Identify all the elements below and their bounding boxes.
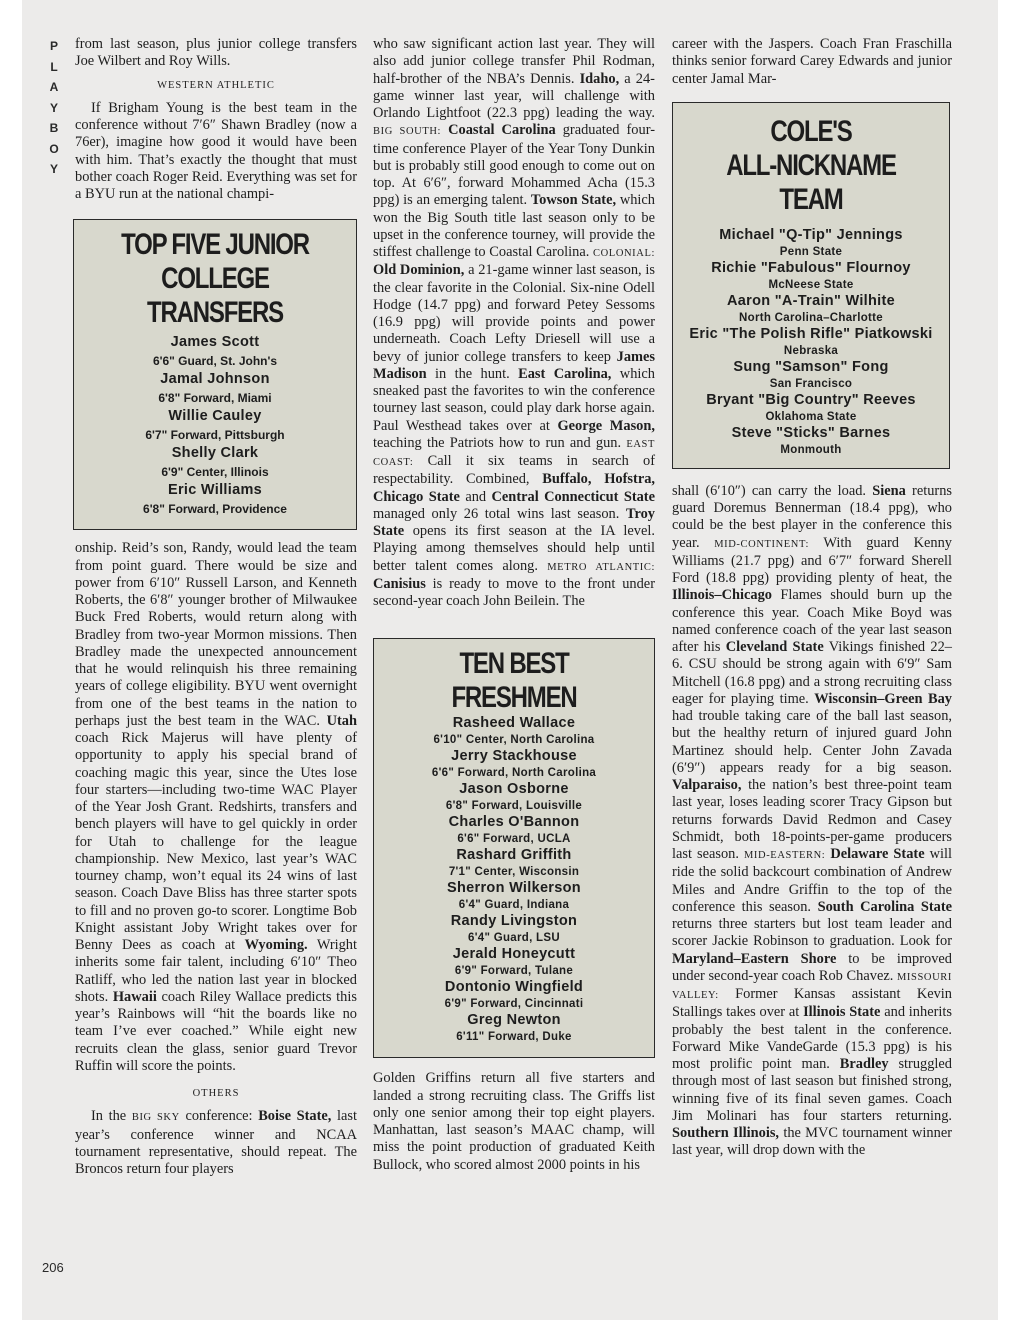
team-name: George Mason, (557, 417, 655, 434)
list-item (673, 392, 949, 425)
text-run: and landed a strong recruiting class. The Griffs list only one senior among their top eight players. Manhattan, last season’s MAAC champ, will miss the point production of graduated Keith Bullock, who scored almost 2000 points in his (373, 1070, 655, 1173)
team-name: Maryland–Eastern Shore (672, 950, 837, 967)
player-detail: 6'9" Forward, Tulane (454, 965, 574, 978)
conference-name: EAST COAST: (373, 438, 655, 468)
list-item (374, 979, 654, 1012)
text-run: the nation’s best three-point team last year, loses leading scorer Tracy Gipson but returns forwards David Redmon and Casey Schmidt, both 18-points-per-game producers last season. (672, 777, 952, 862)
player-name: Aaron "A-Train" Wilhite (727, 292, 895, 309)
text-run: Flames should burn up the conference this year. Coach Mike Boyd was named conference coach of the year last season after his (672, 587, 952, 655)
player-name: Eric "The Polish Rifle" Piatkowski (689, 325, 933, 342)
text-run: to be improved under second-year coach Rob Chavez. (672, 950, 952, 984)
conference-name: METRO ATLANTIC: (547, 561, 655, 573)
player-detail: 6'10" Center, North Carolina (433, 734, 595, 747)
running-head-letter: P (49, 39, 58, 53)
player-name: Rashard Griffith (456, 847, 572, 864)
section-heading: OTHERS (192, 1088, 240, 1099)
running-head-letter: Y (49, 100, 58, 115)
text-run: and (465, 488, 487, 505)
text-run: Vikings finished 22–6. CSU should be strong again with 6′9″ Sam Mitchell (16.8 ppg) and a strong recruiting class eager for playing time. (672, 639, 952, 707)
list-item (374, 847, 654, 880)
player-name: Randy Livingston (450, 913, 578, 930)
text-run: managed only 26 total wins last season. (373, 505, 620, 522)
player-name: Sherron Wilkerson (447, 880, 581, 897)
list-item (673, 326, 949, 359)
text-run: onship. Reid’s son, Randy, would lead the team from point guard. There would be size and power from 6′10″ Russell Larson, and Kenneth Roberts, the 6′8″ younger brother of Milwaukee Buck Fred Roberts, would return along with Bradley from two-year Mormon missions. Then Bradley made the unexpected announcement that he would relinquish his three remaining years of college eligibility. BYU went overnight from one of the best teams in the nation to perhaps just the best team in the WAC. (75, 540, 357, 729)
list-item (673, 359, 949, 392)
text-run: Golden Griffins return all five starters (373, 1070, 625, 1087)
column-2 (373, 36, 655, 1174)
list-item (374, 946, 654, 979)
team-name: Southern Illinois, (672, 1125, 780, 1141)
text-run: coach Rick Majerus will have plenty of opportunity to apply his special brand of coaching magic this year, since the Utes lose four starters—including two-time WAC Player of the Year Josh Grant. Redshirts, transfers and bench players will have to gel quickly in order for Utah to challenge for the league championship. New Mexico, last year’s WAC tourney champ, won’t equal its 24 wins of last season. Coach Dave Bliss has three starter spots to fill and no proven go-to scorer. Longtime Bob Knight assistant Joby Wright takes over for Benny Dees as coach at (75, 730, 357, 953)
player-name: Shelly Clark (171, 445, 259, 462)
list-item (74, 334, 356, 371)
player-detail: 6'6" Guard, St. John's (152, 354, 278, 369)
text-run: graduated four-time conference Player of the Year Tony Dunkin but is probably still good enough to come out on top. At 6′6″, forward Mohammed Acha (15.3 ppg) is an emerging talent. (373, 122, 655, 209)
player-name: Greg Newton (467, 1012, 561, 1029)
player-name: Bryant "Big Country" Reeves (706, 391, 916, 408)
list-item (374, 715, 654, 748)
player-detail: 6'8" Forward, Miami (158, 391, 272, 406)
conference-name: MID-EASTERN: (744, 850, 826, 861)
player-name: Sung "Samson" Fong (733, 358, 889, 375)
team-name: Wyoming. (244, 937, 308, 953)
running-head-letter: Y (49, 162, 58, 176)
running-head-letter: A (49, 80, 59, 94)
text-run: coach Riley Wallace predicts this year’s Rainbows will “hit the boards like no team I’ve ever coached.” While eight new recruits clean the glass, senior guard Trevor Ruffin will score the points. (75, 988, 357, 1074)
player-detail: 6'11" Forward, Duke (456, 1031, 572, 1044)
player-detail: 6'6" Forward, UCLA (457, 833, 571, 846)
sidebar-title: COLLEGE TRANSFERS (147, 262, 283, 330)
player-school: Nebraska (783, 344, 839, 357)
text-run: returns guard Doremus Bennerman (18.4 ppg), who could be the best player in the conference this year. (672, 482, 952, 551)
column-3 (672, 36, 952, 1160)
paragraph: career with the Jaspers. Coach Fran Fraschilla thinks senior forward Carey Edwards and junior center Jamal Mar- (672, 36, 952, 87)
player-name: Rasheed Wallace (452, 715, 576, 732)
team-name: Idaho, (579, 70, 620, 87)
player-school: Oklahoma State (765, 410, 857, 423)
player-detail: 6'7" Forward, Pittsburgh (145, 428, 285, 443)
text-run: In the (91, 1108, 127, 1125)
text-run: and inherits probably the best talent in the conference. Forward Mike VandeGarde (15.3 ppg) is his most prolific point man. (672, 1004, 952, 1072)
sidebar-title: COLE'S (770, 114, 852, 148)
player-school: North Carolina–Charlotte (739, 311, 883, 324)
team-name: Central Connecticut State (491, 488, 655, 505)
player-name: Richie "Fabulous" Flournoy (711, 259, 911, 276)
paragraph (75, 540, 357, 1075)
conference-name: COLONIAL: (593, 248, 655, 259)
paragraph (672, 483, 952, 1160)
conference-name: BIG SKY (131, 1112, 180, 1124)
team-name: Troy State (373, 505, 655, 539)
player-detail: 6'4" Guard, LSU (468, 932, 560, 945)
running-head-letter: O (49, 141, 59, 156)
paragraph: from last season, plus junior college transfers Joe Wilbert and Roy Wills. (75, 36, 357, 70)
team-name: Utah (326, 712, 357, 729)
paragraph (75, 1108, 357, 1178)
text-run: a 24-game winner last year, will challenge with Orlando Lightfoot (22.3 ppg) leading the way. (373, 70, 655, 121)
team-name: Old Dominion, (373, 262, 465, 279)
player-detail: 6'6" Forward, North Carolina (431, 767, 597, 780)
text-run: Former Kansas assistant Kevin Stallings takes over at (672, 986, 952, 1021)
player-detail: 6'9" Forward, Cincinnati (444, 998, 584, 1011)
paragraph (373, 1070, 655, 1174)
list-item (673, 293, 949, 326)
list-item (374, 748, 654, 781)
text-run: which sneaked past the favorites to win the conference tourney last season, could play dark horse again. Paul Westhead takes over at (373, 365, 655, 434)
text-run: shall (6′10″) can carry the load. (672, 482, 866, 499)
sidebar-title: ALL-NICKNAME TEAM (726, 148, 896, 216)
player-detail: 6'4" Guard, Indiana (458, 899, 570, 912)
conference-name: BIG SOUTH: (373, 126, 442, 138)
team-name: Buffalo, Hofstra, Chicago State (373, 471, 655, 505)
text-run: who saw significant action last year. They will also add junior college transfer Phil Rodman, half-brother of the NBA’s Dennis. (373, 36, 655, 87)
sidebar-junior-college-transfers (73, 219, 357, 530)
team-name: Illinois State (803, 1004, 881, 1021)
team-name: Valparaiso, (672, 777, 742, 793)
running-head-letter: B (49, 121, 59, 135)
text-run: opens its first season at the IA level. Playing among themselves should help until better talent comes along. (373, 523, 655, 574)
running-head (44, 36, 64, 180)
team-name: Coastal Carolina (448, 122, 556, 139)
player-name: Jamal Johnson (160, 371, 270, 388)
team-name: Boise State, (258, 1108, 332, 1125)
list-item (374, 1012, 654, 1045)
list-item (74, 371, 356, 408)
team-name: East Carolina, (518, 365, 612, 382)
section-heading: WESTERN ATHLETIC (157, 79, 275, 91)
text-run: conference: (185, 1108, 253, 1125)
player-name: Michael "Q-Tip" Jennings (719, 226, 903, 243)
text-run: With guard Kenny Williams (21.7 ppg) and 6′7″ forward Sherell Ford (18.8 ppg) providing plenty of heat, the (672, 534, 952, 586)
column-1 (75, 36, 357, 1178)
text-run: Wright inherits some fair talent, including 6′10″ Theo Ratliff, who led the nation last year in blocked shots. (75, 937, 357, 1005)
player-school: Penn State (779, 245, 843, 258)
conference-name: MID-CONTINENT: (714, 538, 809, 550)
sidebar-title: TOP FIVE JUNIOR (121, 228, 309, 262)
list-item (673, 227, 949, 260)
player-name: Willie Cauley (168, 408, 262, 425)
player-name: Dontonio Wingfield (444, 979, 584, 996)
text-run: a 21-game winner last season, is the clear favorite in the Colonial. Six-nine Odell Hodge (14.7 ppg) and forward Petey Sessoms (16.9 ppg) will provide points and power underneath. Coach Lefty Driesell will use a bevy of junior college transfers to keep (373, 262, 655, 365)
team-name: Cleveland State (725, 639, 824, 655)
team-name: Delaware State (830, 846, 925, 862)
paragraph (373, 36, 655, 610)
player-name: Jason Osborne (459, 781, 569, 798)
team-name: Towson State, (530, 192, 617, 209)
player-name: Jerry Stackhouse (451, 748, 577, 765)
player-detail: 7'1" Center, Wisconsin (448, 866, 580, 879)
player-detail: 6'9" Center, Illinois (161, 465, 269, 480)
list-item (673, 260, 949, 293)
player-name: Eric Williams (167, 482, 263, 499)
team-name: Siena (872, 482, 906, 499)
text-run: had trouble taking care of the ball last season, but the healthy return of injured guard John Martinez should help. Center John Zavada (6′9″) appears ready for a big season. (672, 708, 952, 776)
list-item (74, 482, 356, 519)
list-item (74, 408, 356, 445)
text-run: in the hunt. (434, 365, 510, 382)
player-detail: 6'8" Forward, Louisville (445, 800, 583, 813)
team-name: Bradley (839, 1056, 889, 1072)
text-run: last year’s conference winner and NCAA tournament representative, should repeat. The Broncos return four players (75, 1108, 357, 1177)
team-name: Wisconsin–Green Bay (814, 690, 952, 707)
page-number: 206 (42, 1260, 64, 1275)
text-run: will ride the solid backcourt combination of Andrew Miles and Andre Griffin to the top of the conference this season. (672, 846, 952, 915)
list-item (374, 814, 654, 847)
text-run: teaching the Patriots how to run and gun. (373, 434, 622, 451)
player-name: Charles O'Bannon (448, 814, 580, 831)
list-item (374, 781, 654, 814)
list-item (74, 445, 356, 482)
conference-name: MISSOURI VALLEY: (672, 971, 952, 1001)
player-school: San Francisco (769, 377, 853, 390)
player-name: James Scott (170, 334, 260, 351)
player-school: Monmouth (780, 443, 842, 456)
sidebar-ten-best-freshmen (373, 638, 655, 1058)
running-head-letter: L (50, 59, 58, 74)
list-item (374, 880, 654, 913)
text-run: is ready to move to the front under second-year coach John Beilein. The (373, 575, 655, 609)
text-run: Call it six teams in search of respectability. Combined, (373, 453, 655, 488)
player-school: McNeese State (768, 278, 854, 291)
team-name: James Madison (373, 348, 656, 382)
sidebar-all-nickname-team (672, 102, 950, 469)
text-run: struggled through most of last season but finished strong, winning five of its final seven games. Coach Jim Molinari has four starters returning. (672, 1056, 952, 1124)
team-name: Canisius (373, 575, 426, 592)
paragraph: If Brigham Young is the best team in the conference without 7′6″ Shawn Bradley (now a 76er), imagine how good it would have been with him. That’s exactly the thought that must bother coach Roger Reid. Everything was set for a BYU run at the national champi- (75, 99, 357, 202)
player-detail: 6'8" Forward, Providence (143, 502, 287, 517)
text-run: which won the Big South title last season only to be upset in the conference tourney, will provide the stiffest challenge to Coastal Carolina. (373, 192, 655, 260)
list-item (374, 913, 654, 946)
sidebar-title: TEN BEST FRESHMEN (451, 647, 577, 715)
list-item (673, 425, 949, 458)
text-run: returns three starters but lost team leader and scorer Jackie Robinson to graduation. Look for (672, 916, 952, 950)
team-name: Illinois–Chicago (672, 587, 772, 604)
magazine-page (22, 0, 998, 1320)
player-name: Steve "Sticks" Barnes (731, 424, 891, 441)
team-name: Hawaii (112, 988, 157, 1005)
player-name: Jerald Honeycutt (452, 946, 576, 963)
team-name: South Carolina State (817, 898, 953, 915)
text-run: the MVC tournament winner last year, will drop down with the (672, 1125, 952, 1159)
